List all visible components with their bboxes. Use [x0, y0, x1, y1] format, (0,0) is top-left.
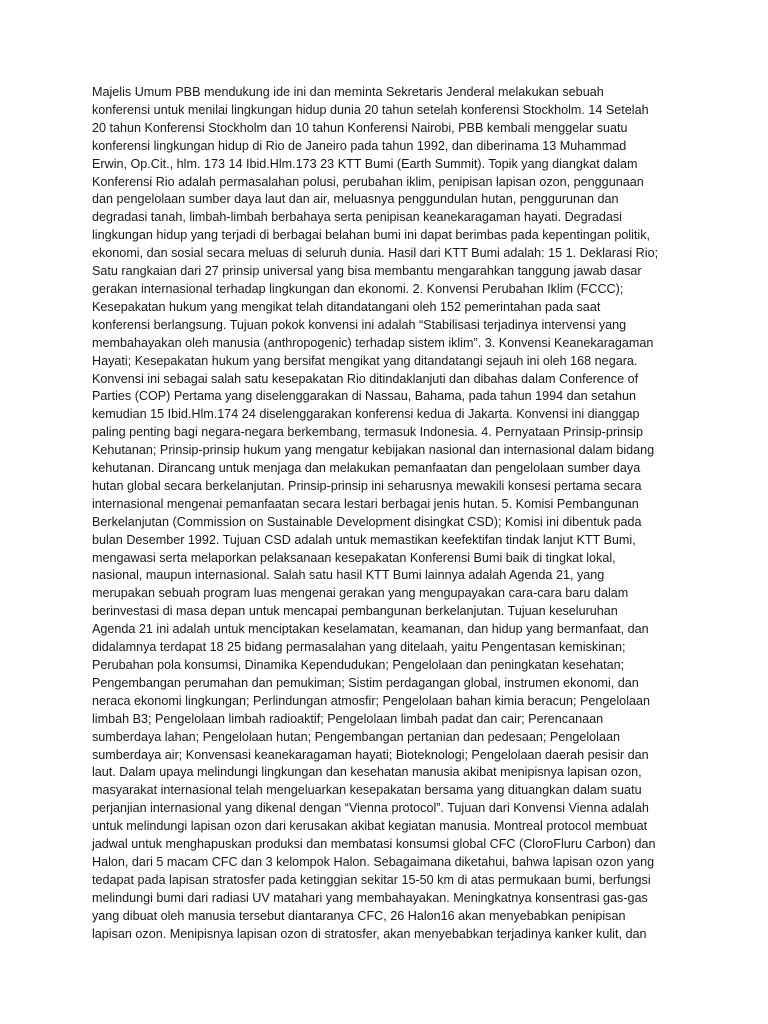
text-line: Parties (COP) Pertama yang diselenggarakan di Nassau, Bahama, pada tahun 1994 dan setahun: [92, 389, 636, 404]
text-line: gerakan internasional terhadap lingkungan dan ekonomi. 2. Konvensi Perubahan Iklim (FCCC);: [92, 281, 624, 296]
text-line: Perubahan pola konsumsi, Dinamika Kependudukan; Pengelolaan dan peningkatan kesehatan;: [92, 658, 625, 672]
text-line: Erwin, Op.Cit., hlm. 173 14 Ibid.Hlm.173 23 KTT Bumi (Earth Summit). Topik yang diangkat dalam: [92, 156, 638, 171]
text-line: Hayati; Kesepakatan hukum yang bersifat mengikat yang ditandatangi sejauh ini oleh 168 negara.: [92, 353, 638, 368]
text-line: berinvestasi di masa depan untuk mencapai pembangunan berkelanjutan. Tujuan keseluruhan: [92, 604, 618, 619]
text-line: konferensi berlangsung. Tujuan pokok konvensi ini adalah “Stabilisasi terjadinya intervensi yang: [92, 317, 627, 332]
text-line: bulan Desember 1992. Tujuan CSD adalah untuk memastikan keefektifan tindak lanjut KTT Bumi,: [92, 532, 636, 547]
text-line: ekonomi, dan sosial secara meluas di seluruh dunia. Hasil dari KTT Bumi adalah: 15 1. Deklarasi Rio;: [92, 246, 659, 261]
text-line: tedapat pada lapisan stratosfer pada ketinggian sekitar 15-50 km di atas permukaan bumi, berfungsi: [92, 872, 651, 887]
text-line: Agenda 21 ini adalah untuk menciptakan keselamatan, keamanan, dan hidup yang bermanfaat, dan: [92, 622, 649, 637]
text-line: Berkelanjutan (Commission on Sustainable Development disingkat CSD); Komisi ini dibentuk pada: [92, 514, 642, 529]
text-line: Konferensi Rio adalah permasalahan polusi, perubahan iklim, penipisan lapisan ozon, penggunaan: [92, 174, 644, 189]
text-line: didalamnya terdapat 18 25 bidang permasalahan yang ditelaah, yaitu Pengentasan kemiskinan;: [92, 640, 626, 655]
text-line: konferensi lingkungan hidup di Rio de Janeiro pada tahun 1992, dan diberinama 13 Muhammad: [92, 138, 627, 153]
text-line: kemudian 15 Ibid.Hlm.174 24 diselenggarakan konferensi kedua di Jakarta. Konvensi ini dianggap: [92, 407, 640, 422]
text-line: Kehutanan; Prinsip-prinsip hukum yang mengatur kebijakan nasional dan internasional dalam bidang: [92, 443, 655, 458]
text-line: 20 tahun Konferensi Stockholm dan 10 tahun Konferensi Nairobi, PBB kembali menggelar suatu: [92, 120, 628, 135]
text-line: Satu rangkaian dari 27 prinsip universal yang bisa membantu mengarahkan tanggung jawab dasar: [92, 264, 642, 279]
text-line: paling penting bagi negara-negara berkembang, termasuk Indonesia. 4. Pernyataan Prinsip-prinsip: [92, 425, 643, 440]
text-line: Majelis Umum PBB mendukung ide ini dan meminta Sekretaris Jenderal melakukan sebuah: [92, 85, 604, 99]
text-line: Konvensi ini sebagai salah satu kesepakatan Rio ditindaklanjuti dan dibahas dalam Conference of: [92, 371, 639, 386]
text-line: sumberdaya lahan; Pengelolaan hutan; Pengembangan pertanian dan pedesaan; Pengelolaan: [92, 729, 620, 744]
text-line: sumberdaya air; Konvensasi keanekaragaman hayati; Bioteknologi; Pengelolaan daerah pesisir dan: [92, 747, 649, 762]
text-line: internasional mengenai pemanfaatan secara lestari berbagai jenis hutan. 5. Komisi Pembangunan: [92, 496, 639, 511]
text-line: membahayakan oleh manusia (anthropogenic) terhadap sistem iklim”. 3. Konvensi Keanekaragaman: [92, 335, 654, 350]
text-line: jadwal untuk menghapuskan produksi dan membatasi konsumsi global CFC (CloroFluru Carbon) dan: [92, 837, 656, 852]
text-line: perjanjian internasional yang dikenal dengan “Vienna protocol”. Tujuan dari Konvensi Vienna adalah: [92, 801, 649, 816]
text-line: Halon, dari 5 macam CFC dan 3 kelompok Halon. Sebagaimana diketahui, bahwa lapisan ozon yang: [92, 854, 655, 869]
text-line: laut. Dalam upaya melindungi lingkungan dan kesehatan manusia akibat menipisnya lapisan ozon,: [92, 765, 642, 780]
text-line: mengawasi serta melaporkan pelaksanaan kesepakatan Konferensi Bumi baik di tingkat lokal,: [92, 550, 616, 565]
text-line: Kesepakatan hukum yang mengikat telah ditandatangani oleh 152 pemerintahan pada saat: [92, 299, 601, 314]
text-line: dan pengelolaan sumber daya laut dan air, meluasnya penggundulan hutan, penggurunan dan: [92, 192, 619, 207]
text-line: melindungi bumi dari radiasi UV matahari yang membahayakan. Meningkatnya konsentrasi gas-gas: [92, 890, 648, 905]
text-line: lingkungan hidup yang terjadi di berbagai belahan bumi ini dapat berimbas pada kepentingan politik,: [92, 228, 651, 243]
text-line: lapisan ozon. Menipisnya lapisan ozon di stratosfer, akan menyebabkan terjadinya kanker kulit, dan: [92, 926, 647, 941]
text-line: untuk melindungi lapisan ozon dari kerusakan akibat kegiatan manusia. Montreal protocol membuat: [92, 819, 648, 834]
text-line: nasional, maupun internasional. Salah satu hasil KTT Bumi lainnya adalah Agenda 21, yang: [92, 568, 605, 583]
text-line: hutan global secara berkelanjutan. Prinsip-prinsip ini seharusnya mewakili konsesi pertama secara: [92, 478, 642, 493]
text-line: konferensi untuk menilai lingkungan hidup dunia 20 tahun setelah konferensi Stockholm. 14 Setelah: [92, 102, 649, 117]
text-line: yang dibuat oleh manusia tersebut diantaranya CFC, 26 Halon16 akan menyebabkan penipisan: [92, 908, 626, 923]
text-line: Pengembangan perumahan dan pemukiman; Sistim perdagangan global, instrumen ekonomi, dan: [92, 675, 639, 690]
text-line: limbah B3; Pengelolaan limbah radioaktif; Pengelolaan limbah padat dan cair; Perencanaan: [92, 711, 604, 726]
text-line: masyarakat internasional telah mengeluarkan kesepakatan bersama yang dituangkan dalam suatu: [92, 783, 642, 798]
document-body-text: [92, 84, 672, 944]
text-line: degradasi tanah, limbah-limbah berbahaya serta penipisan keanekaragaman hayati. Degradasi: [92, 210, 622, 225]
text-line: merupakan sebuah program luas mengenai gerakan yang mengupayakan cara-cara baru dalam: [92, 586, 629, 601]
text-line: kehutanan. Dirancang untuk menjaga dan melakukan pemanfaatan dan pengelolaan sumber daya: [92, 461, 641, 476]
text-line: neraca ekonomi lingkungan; Perlindungan atmosfir; Pengelolaan bahan kimia beracun; Pengelolaan: [92, 693, 650, 708]
